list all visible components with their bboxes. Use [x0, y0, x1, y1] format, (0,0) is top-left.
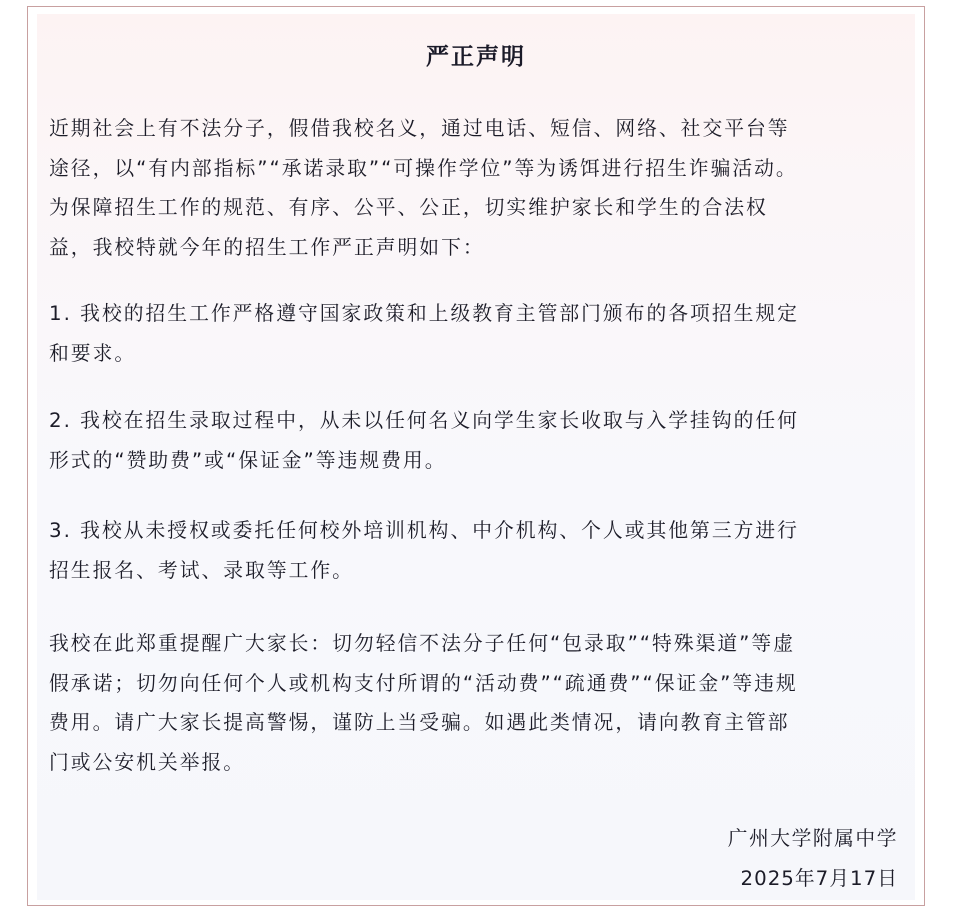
statement-line: 招生报名、考试、录取等工作。: [49, 558, 354, 582]
intro-line: 为保障招生工作的规范、有序、公平、公正，切实维护家长和学生的合法权: [49, 196, 768, 219]
notice-title: 严正声明: [426, 44, 526, 70]
intro-line: 益，我校特就今年的招生工作严正声明如下：: [49, 235, 485, 259]
reminder-line: 费用。请广大家长提高警惕，谨防上当受骗。如遇此类情况，请向教育主管部: [49, 711, 790, 734]
statement-line: 3. 我校从未授权或委托任何校外培训机构、中介机构、个人或其他第三方进行: [49, 519, 799, 542]
signature-organization: 广州大学附属中学: [727, 827, 898, 850]
notice-body: [37, 14, 915, 900]
statement-item-3: [49, 511, 909, 590]
statement-line: 和要求。: [49, 341, 137, 365]
reminder-line: 假承诺；切勿向任何个人或机构支付所谓的“活动费”“疏通费”“保证金”等违规: [49, 671, 798, 695]
signature-date: 2025年7月17日: [740, 867, 898, 890]
statement-item-1: [49, 294, 909, 373]
reminder-paragraph: [49, 624, 909, 782]
statement-line: 1. 我校的招生工作严格遵守国家政策和上级教育主管部门颁布的各项招生规定: [49, 302, 799, 325]
statement-item-2: [49, 401, 909, 480]
statement-line: 形式的“赞助费”或“保证金”等违规费用。: [49, 448, 447, 472]
statement-line: 2. 我校在招生录取过程中，从未以任何名义向学生家长收取与入学挂钩的任何: [49, 409, 799, 432]
reminder-line: 门或公安机关举报。: [49, 750, 246, 774]
intro-paragraph: [49, 109, 909, 267]
intro-line: 途径，以“有内部指标”“承诺录取”“可操作学位”等为诱饵进行招生诈骗活动。: [49, 156, 798, 180]
reminder-line: 我校在此郑重提醒广大家长：切勿轻信不法分子任何“包录取”“特殊渠道”等虚: [49, 632, 795, 655]
intro-line: 近期社会上有不法分子，假借我校名义，通过电话、短信、网络、社交平台等: [49, 117, 790, 140]
notice-card: [27, 6, 925, 906]
